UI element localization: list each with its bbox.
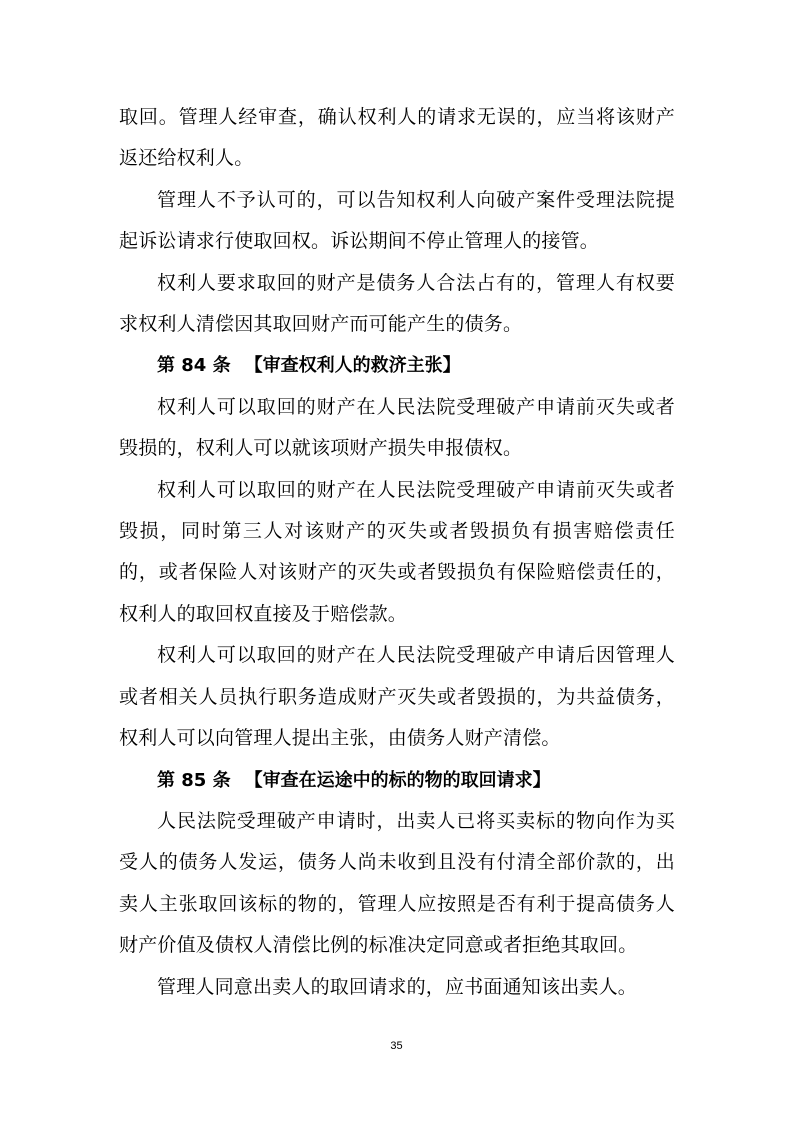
article-number: 第 84 条 xyxy=(157,355,231,377)
article-number: 第 85 条 xyxy=(157,769,231,791)
page-body xyxy=(119,97,675,1008)
paragraph: 管理人不予认可的，可以告知权利人向破产案件受理法院提起诉讼请求行使取回权。诉讼期间不停止管理人的接管。 xyxy=(119,188,675,253)
page-number: 35 xyxy=(390,1040,403,1052)
paragraph: 权利人可以取回的财产在人民法院受理破产申请前灭失或者毁损，同时第三人对该财产的灭失或者毁损负有损害赔偿责任的，或者保险人对该财产的灭失或者毁损负有保险赔偿责任的，权利人的取回权直接及于赔偿款。 xyxy=(119,478,675,625)
article-85-heading xyxy=(119,760,675,801)
article-title: 【审查权利人的救济主张】 xyxy=(244,355,461,377)
paragraph: 人民法院受理破产申请时，出卖人已将买卖标的物向作为买受人的债务人发运，债务人尚未收到且没有付清全部价款的，出卖人主张取回该标的物的，管理人应按照是否有利于提高债务人财产价值及债权人清偿比例的标准决定同意或者拒绝其取回。 xyxy=(119,809,675,957)
article-84-heading xyxy=(119,345,675,386)
paragraph-continuation: 取回。管理人经审查，确认权利人的请求无误的，应当将该财产返还给权利人。 xyxy=(119,106,675,170)
paragraph: 管理人同意出卖人的取回请求的，应书面通知该出卖人。 xyxy=(157,975,638,998)
paragraph: 权利人可以取回的财产在人民法院受理破产申请前灭失或者毁损的，权利人可以就该项财产损失申报债权。 xyxy=(119,395,675,460)
paragraph: 权利人可以取回的财产在人民法院受理破产申请后因管理人或者相关人员执行职务造成财产灭失或者毁损的，为共益债务，权利人可以向管理人提出主张，由债务人财产清偿。 xyxy=(119,644,675,750)
paragraph: 权利人要求取回的财产是债务人合法占有的，管理人有权要求权利人清偿因其取回财产而可能产生的债务。 xyxy=(119,271,675,336)
article-title: 【审查在运途中的标的物的取回请求】 xyxy=(244,769,551,791)
